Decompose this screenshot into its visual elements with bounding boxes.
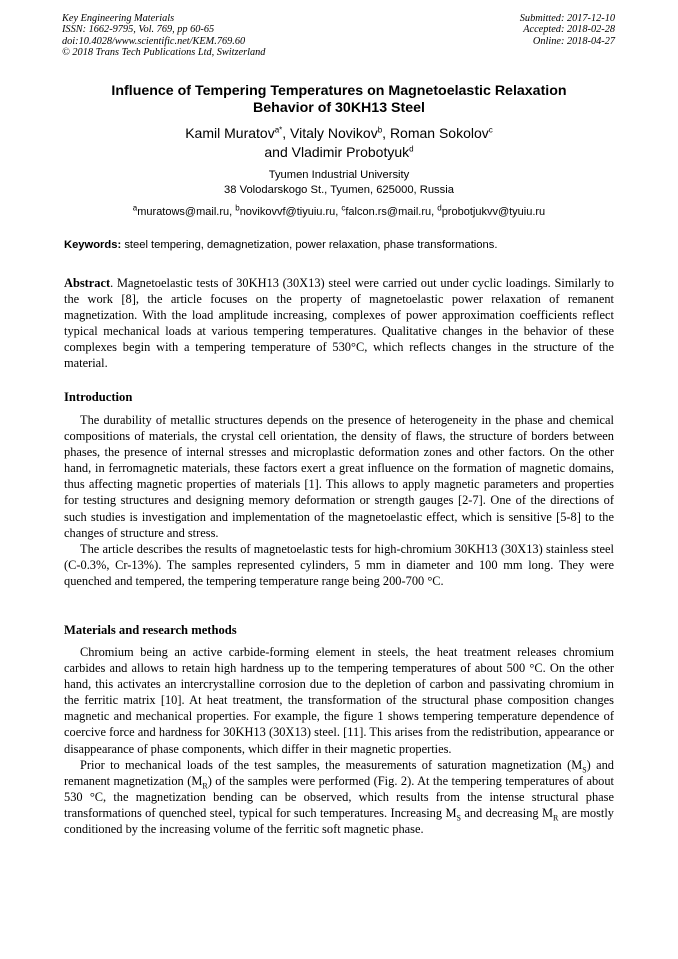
author-superscript: d [409, 144, 414, 154]
affiliation [64, 168, 614, 198]
paragraph: The article describes the results of magnetoelastic tests for high-chromium 30KH13 (30X13) stainless steel (C-0.3%, Cr-13%). The samples represented cylinders, 5 mm in diameter and 100 mm long. They were quenched and tempered, the tempering temperature range being 200-700 °C. [64, 541, 614, 588]
subscript: R [553, 813, 559, 823]
text-run: and decreasing M [460, 805, 553, 820]
email-superscript: c [341, 203, 346, 213]
paragraph: The durability of metallic structures depends on the presence of heterogeneity in the phase and chemical compositions of materials, the crystal cell orientation, the density of flaws, the structure of borders between phases, the presence of internal stresses and microplastic deformation zones and other factors. On the other hand, in ferromagnetic materials, these factors exert a great influence on the formation of magnetic domains, thus affecting magnetic properties of materials [1]. This allows to apply magnetic parameters and properties for testing structures and designing memory deformation or strength gauges [2-7]. One of the directions of such studies is investigation and implementation of the magnetoelastic effect, which is sensitive [5-8] to the changes of structure and stress. [64, 413, 614, 540]
paragraph [64, 757, 614, 837]
abstract-label: Abstract [64, 276, 111, 290]
date-submitted: Submitted: 2017-12-10 [519, 13, 615, 24]
text-run: are mostly conditioned by the increasing volume of the ferritic soft magnetic phase. [64, 805, 614, 837]
journal-info [62, 13, 265, 59]
text-run: ) of the samples were performed (Fig. 2). At the tempering temperatures of about 530 °C, the magnetization bending can be observed, which results from the intense structural phase transformations of quenched steel, typical for such temperatures. Increasing M [64, 773, 614, 820]
email-superscript: b [235, 203, 240, 213]
subscript: R [202, 781, 208, 791]
abstract [64, 275, 614, 372]
email-superscript: a [132, 203, 138, 213]
introduction-body [64, 412, 614, 589]
title-line-1: Influence of Tempering Temperatures on Magnetoelastic Relaxation [111, 83, 567, 99]
author-superscript: b [377, 125, 383, 135]
methods-body [64, 644, 614, 837]
section-heading-introduction: Introduction [64, 390, 133, 404]
email-link[interactable]: probotjukvv@tyuiu.ru [441, 206, 546, 218]
affiliation-address: 38 Volodarskogo St., Tyumen, 625000, Russia [224, 184, 454, 196]
date-accepted: Accepted: 2018-02-28 [523, 24, 615, 36]
author-name: and Vladimir Probotyuk [264, 144, 410, 160]
keywords-text: steel tempering, demagnetization, power relaxation, phase transformations. [124, 239, 498, 251]
author-list: Kamil Muratov$^{a*}$, Vitaly Novikov$^b$, Roman Sokolov$^c$ and Vladimir Probotyuk$^d$ [185, 125, 493, 160]
journal-name: Key Engineering Materials [62, 13, 175, 24]
author-emails: $^a$muratows@mail.ru, $^b$novikovvf@tiyuiu.ru, $^c$falcon.rs@mail.ru, $^d$probotjukvv@tyuiu.ru [132, 203, 546, 218]
author-name: Roman Sokolov [389, 125, 489, 141]
abstract-text: . Magnetoelastic tests of 30KH13 (30X13) steel were carried out under cyclic loadings. Similarly to the work [8], the article focuses on the property of magnetoelastic power relaxation of remanent magnetization. With the load amplitude increasing, complexes of power approximation coefficients reflect typical mechanical loads at various tempering temperatures. Qualitative changes in the behavior of these complexes begin with a tempering temperature of 530°C, which reflects changes in the structure of the material. [64, 276, 614, 371]
journal-issn: ISSN: 1662-9795, Vol. 769, pp 60-65 [62, 24, 215, 36]
text-run: ) and remanent magnetization (M [64, 757, 614, 788]
date-online: Online: 2018-04-27 [532, 35, 615, 47]
text-run: Prior to mechanical loads of the test samples, the measurements of saturation magnetization (M [80, 757, 583, 772]
subscript: S [456, 813, 461, 823]
title-line-2: Behavior of 30KH13 Steel [253, 100, 425, 116]
section-heading-methods: Materials and research methods [64, 623, 237, 637]
author-superscript: c [488, 125, 493, 135]
email-link[interactable]: falcon.rs@mail.ru [345, 206, 432, 218]
affiliation-institution: Tyumen Industrial University [268, 169, 410, 181]
email-link[interactable]: novikovvf@tiyuiu.ru [239, 206, 336, 218]
paragraph: Chromium being an active carbide-forming element in steels, the heat treatment releases chromium carbides and allows to retain high hardness up to the tempering temperatures of about 500 °C. On the other hand, this activates an intercrystalline corrosion due to the depletion of carbon and passivating chromium in the ferritic matrix [10]. At heat treatment, the transformation of the structural phase composition changes magnetic and mechanical properties. For example, the figure 1 shows tempering temperature dependence of coercive force and hardness for 30KH13 (30X13) steel. [11]. This arises from the redistribution, appearance or disappearance of phase components, which differ in their magnetic properties. [64, 645, 614, 756]
keywords-label: Keywords: [64, 239, 122, 251]
keywords [64, 238, 614, 252]
subscript: S [582, 765, 587, 775]
journal-doi: doi:10.4028/www.scientific.net/KEM.769.60 [62, 35, 246, 47]
publication-dates [520, 13, 615, 47]
author-name: Kamil Muratov [185, 125, 275, 141]
email-superscript: d [437, 203, 442, 213]
email-link[interactable]: muratows@mail.ru [137, 206, 230, 218]
author-superscript: a* [274, 125, 283, 135]
author-name: Vitaly Novikov [290, 125, 378, 141]
journal-copyright: © 2018 Trans Tech Publications Ltd, Switzerland [62, 47, 266, 59]
paper-title [64, 83, 614, 117]
